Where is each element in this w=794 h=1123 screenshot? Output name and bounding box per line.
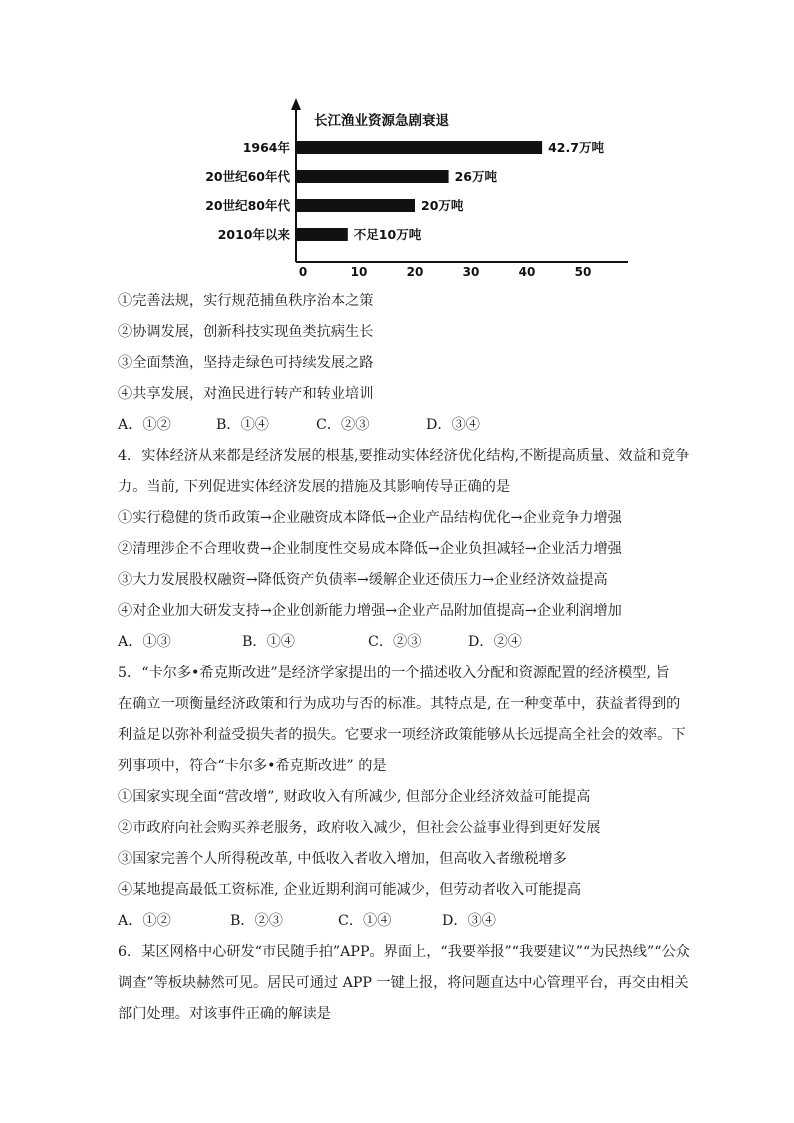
q3-choices (118, 410, 690, 441)
q4-stem-2: 力。当前, 下列促进实体经济发展的措施及其影响传导正确的是 (118, 479, 511, 495)
q4-option-1: ①实行稳健的货币政策→企业融资成本降低→企业产品结构优化→企业竞争力增强 (118, 510, 622, 526)
q6-stem-2: 调查”等板块赫然可见。居民可通过 APP 一键上报，将问题直达中心管理平台，再交由相关 (118, 975, 689, 991)
q5-choice-d[interactable]: D．③④ (442, 913, 496, 929)
q5-choices (118, 906, 690, 937)
q5-stem-2: 在确立一项衡量经济政策和行为成功与否的标准。其特点是, 在一种变革中，获益者得到的 (118, 696, 681, 712)
q5-option-1: ①国家实现全面“营改增”, 财政收入有所减少, 但部分企业经济效益可能提高 (118, 789, 591, 805)
fishery-bar-chart (205, 96, 640, 281)
q5-option-2: ②市政府向社会购买养老服务，政府收入减少，但社会公益事业得到更好发展 (118, 820, 601, 836)
y-axis-arrow (291, 98, 301, 110)
q5-choice-a[interactable]: A．①② (118, 913, 171, 929)
q3-option-3: ③全面禁渔，坚持走绿色可持续发展之路 (118, 355, 374, 371)
bar (297, 170, 449, 183)
data-label: 不足10万吨 (353, 227, 422, 242)
bar (297, 199, 415, 212)
x-tick-label: 50 (574, 265, 592, 279)
category-label: 2010年以来 (217, 227, 290, 242)
category-label: 20世纪80年代 (205, 198, 290, 213)
q3-option-1: ①完善法规，实行规范捕鱼秩序治本之策 (118, 293, 374, 309)
q4-choice-c[interactable]: C．②③ (368, 634, 422, 650)
x-tick-label: 10 (350, 265, 368, 279)
q3-choice-c[interactable]: C．②③ (316, 417, 370, 433)
x-tick-label: 30 (462, 265, 480, 279)
x-tick-label: 20 (406, 265, 424, 279)
q3-choice-a[interactable]: A．①② (118, 417, 171, 433)
q5-option-4: ④某地提高最低工资标准, 企业近期利润可能减少，但劳动者收入可能提高 (118, 882, 582, 898)
data-label: 26万吨 (454, 169, 498, 184)
q4-stem-1: 4．实体经济从来都是经济发展的根基,要推动实体经济优化结构,不断提高质量、效益和竞争 (118, 448, 690, 464)
bar (297, 141, 542, 154)
q4-choice-d[interactable]: D．②④ (468, 634, 522, 650)
q4-option-3: ③大力发展股权融资→降低资产负债率→缓解企业还债压力→企业经济效益提高 (118, 572, 608, 588)
q5-choice-b[interactable]: B．②③ (230, 913, 283, 929)
q5-choice-c[interactable]: C．①④ (338, 913, 392, 929)
q3-option-4: ④共享发展，对渔民进行转产和转业培训 (118, 386, 374, 402)
bar (297, 228, 348, 241)
q3-choice-d[interactable]: D．③④ (426, 417, 480, 433)
q3-choice-b[interactable]: B．①④ (216, 417, 269, 433)
q5-stem-4: 列事项中，符合“卡尔多•希克斯改进” 的是 (118, 758, 387, 774)
q4-option-4: ④对企业加大研发支持→企业创新能力增强→企业产品附加值提高→企业利润增加 (118, 603, 622, 619)
data-label: 20万吨 (421, 198, 464, 213)
question-text-area (118, 286, 690, 1030)
q5-stem-3: 利益足以弥补利益受损失者的损失。它要求一项经济政策能够从长远提高全社会的效率。下 (118, 727, 686, 743)
q5-option-3: ③国家完善个人所得税改革, 中低收入者收入增加，但高收入者缴税增多 (118, 851, 567, 867)
chart-title: 长江渔业资源急剧衰退 (314, 113, 449, 129)
data-label: 42.7万吨 (548, 140, 604, 155)
x-tick-label: 0 (298, 265, 308, 279)
q4-choices (118, 627, 690, 658)
q6-stem-1: 6．某区网格中心研发“市民随手拍”APP。界面上，“我要举报”“我要建议”“为民热线”“公众 (118, 944, 690, 960)
category-label: 20世纪60年代 (205, 169, 290, 184)
x-tick-label: 40 (518, 265, 536, 279)
q3-option-2: ②协调发展，创新科技实现鱼类抗病生长 (118, 324, 374, 340)
category-label: 1964年 (242, 140, 290, 155)
q4-option-2: ②清理涉企不合理收费→企业制度性交易成本降低→企业负担减轻→企业活力增强 (118, 541, 622, 557)
q4-choice-b[interactable]: B．①④ (242, 634, 295, 650)
q6-stem-3: 部门处理。对该事件正确的解读是 (118, 1006, 331, 1022)
q5-stem-1: 5．“卡尔多•希克斯改进”是经济学家提出的一个描述收入分配和资源配置的经济模型, 旨 (118, 665, 670, 681)
q4-choice-a[interactable]: A．①③ (118, 634, 171, 650)
